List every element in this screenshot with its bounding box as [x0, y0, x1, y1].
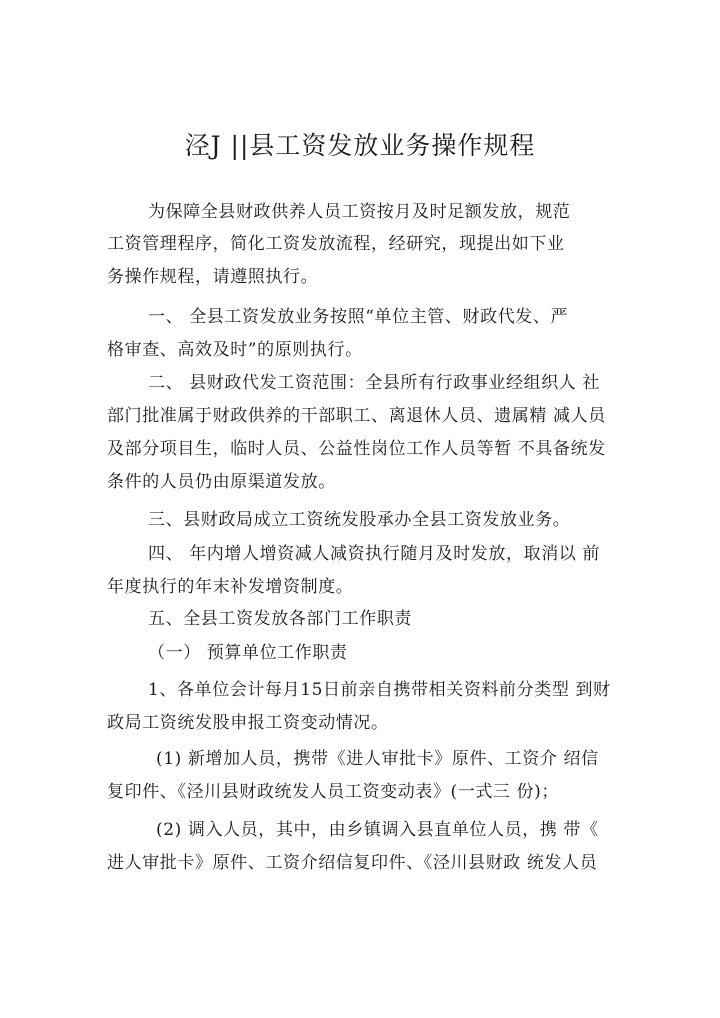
subsection-heading: （一） 预算单位工作职责: [148, 643, 348, 663]
paragraph-line: 1、各单位会计每月15日前亲自携带相关资料前分类型 到财: [148, 680, 611, 700]
paragraph-line: 格审查、高效及时”的原则执行。: [107, 340, 363, 360]
paragraph-line: 二、 县财政代发工资范围：全县所有行政事业经组织人 社: [148, 373, 601, 393]
paragraph-line: 复印件、《泾川县财政统发人员工资变动表》(一式三 份)；: [107, 782, 559, 802]
document-title: 泾J ||县工资发放业务操作规程: [184, 131, 536, 160]
paragraph-line: 年度执行的年末补发增资制度。: [107, 577, 354, 597]
paragraph-line: (1) 新增加人员，携带《进人审批卡》原件、工资介 绍信: [156, 749, 599, 769]
paragraph-line: 三、县财政局成立工资统发股承办全县工资发放业务。: [148, 510, 571, 530]
paragraph-line: 部门批准属于财政供养的干部职工、离退休人员、遗属精 减人员: [107, 406, 606, 426]
paragraph-line: 为保障全县财政供养人员工资按月及时足额发放，规范: [148, 202, 571, 222]
paragraph-line: 进人审批卡》原件、工资介绍信复印件、《泾川县财政 统发人员: [107, 853, 598, 873]
paragraph-line: 工资管理程序，简化工资发放流程，经研究，现提出如下业: [107, 234, 565, 254]
paragraph-line: 及部分项目生，临时人员、公益性岗位工作人员等暂 不具备统发: [107, 439, 606, 459]
paragraph-line: (2) 调入人员，其中，由乡镇调入县直单位人员，携 带《: [156, 820, 599, 840]
paragraph-line: 一、 全县工资发放业务按照“单位主管、财政代发、严: [148, 307, 569, 327]
paragraph-line: 政局工资统发股申报工资变动情况。: [107, 713, 389, 733]
paragraph-line: 务操作规程，请遵照执行。: [107, 267, 319, 287]
section-heading: 五、全县工资发放各部门工作职责: [148, 609, 412, 629]
paragraph-line: 四、 年内增人增资减人减资执行随月及时发放，取消以 前: [148, 544, 601, 564]
paragraph-line: 条件的人员仍由原渠道发放。: [107, 472, 336, 492]
